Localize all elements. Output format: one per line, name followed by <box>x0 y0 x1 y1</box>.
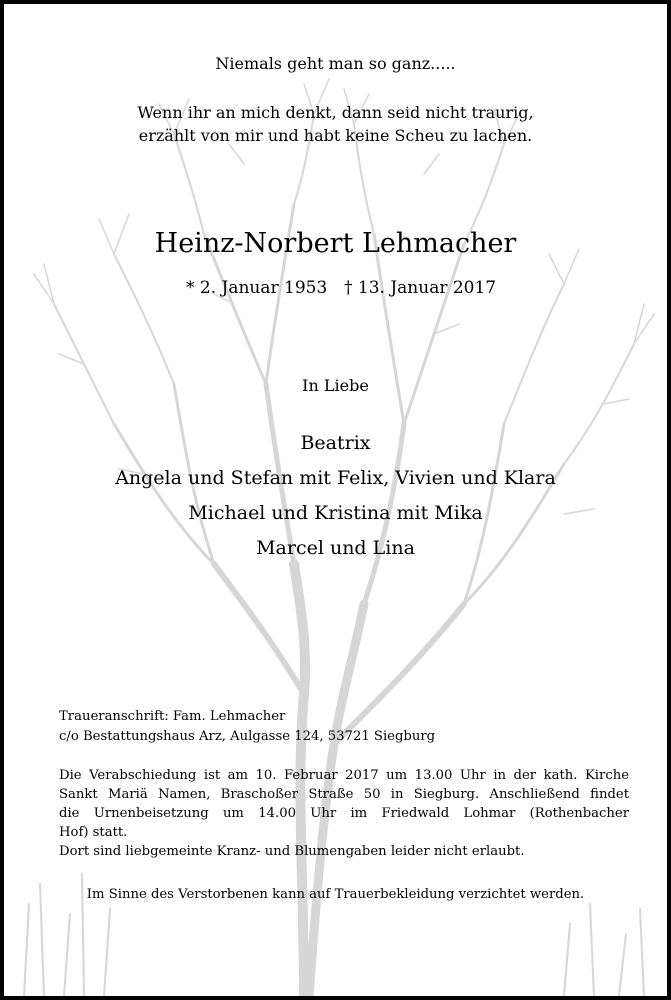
mourners-intro: In Liebe <box>302 376 369 395</box>
mourner-name: Marcel und Lina <box>256 537 415 559</box>
ceremony-line-1: Die Verabschiedung ist am 10. Februar 2017 um 13.00 Uhr in der kath. Kirche <box>59 768 629 783</box>
poem-line-3: erzählt von mir und habt keine Scheu zu lachen. <box>138 126 533 145</box>
closing-note: Im Sinne des Verstorbenen kann auf Trauerbekleidung verzichtet werden. <box>86 887 585 902</box>
deceased-name: Heinz-Norbert Lehmacher <box>154 228 517 259</box>
address-line-2: c/o Bestattungshaus Arz, Aulgasse 124, 53721 Siegburg <box>59 729 436 744</box>
mourner-name: Michael und Kristina mit Mika <box>188 502 483 524</box>
ceremony-line-5: Dort sind liebgemeinte Kranz- und Blumengaben leider nicht erlaubt. <box>59 844 525 859</box>
death-date: † 13. Januar 2017 <box>344 278 497 298</box>
ceremony-line-2: Sankt Mariä Namen, Braschoßer Straße 50 in Siegburg. Anschließend findet <box>59 787 629 802</box>
address-line-1: Traueranschrift: Fam. Lehmacher <box>59 709 286 724</box>
poem-line-2: Wenn ihr an mich denkt, dann seid nicht traurig, <box>137 103 534 122</box>
ceremony-line-4: Hof) statt. <box>59 825 128 840</box>
ceremony-line-3: die Urnenbeisetzung um 14.00 Uhr im Friedwald Lohmar (Rothenbacher <box>59 806 629 821</box>
poem-line-1: Niemals geht man so ganz..... <box>215 54 456 73</box>
birth-date: * 2. Januar 1953 <box>186 278 328 298</box>
mourner-name: Beatrix <box>300 432 371 454</box>
mourner-name: Angela und Stefan mit Felix, Vivien und Klara <box>115 467 556 489</box>
